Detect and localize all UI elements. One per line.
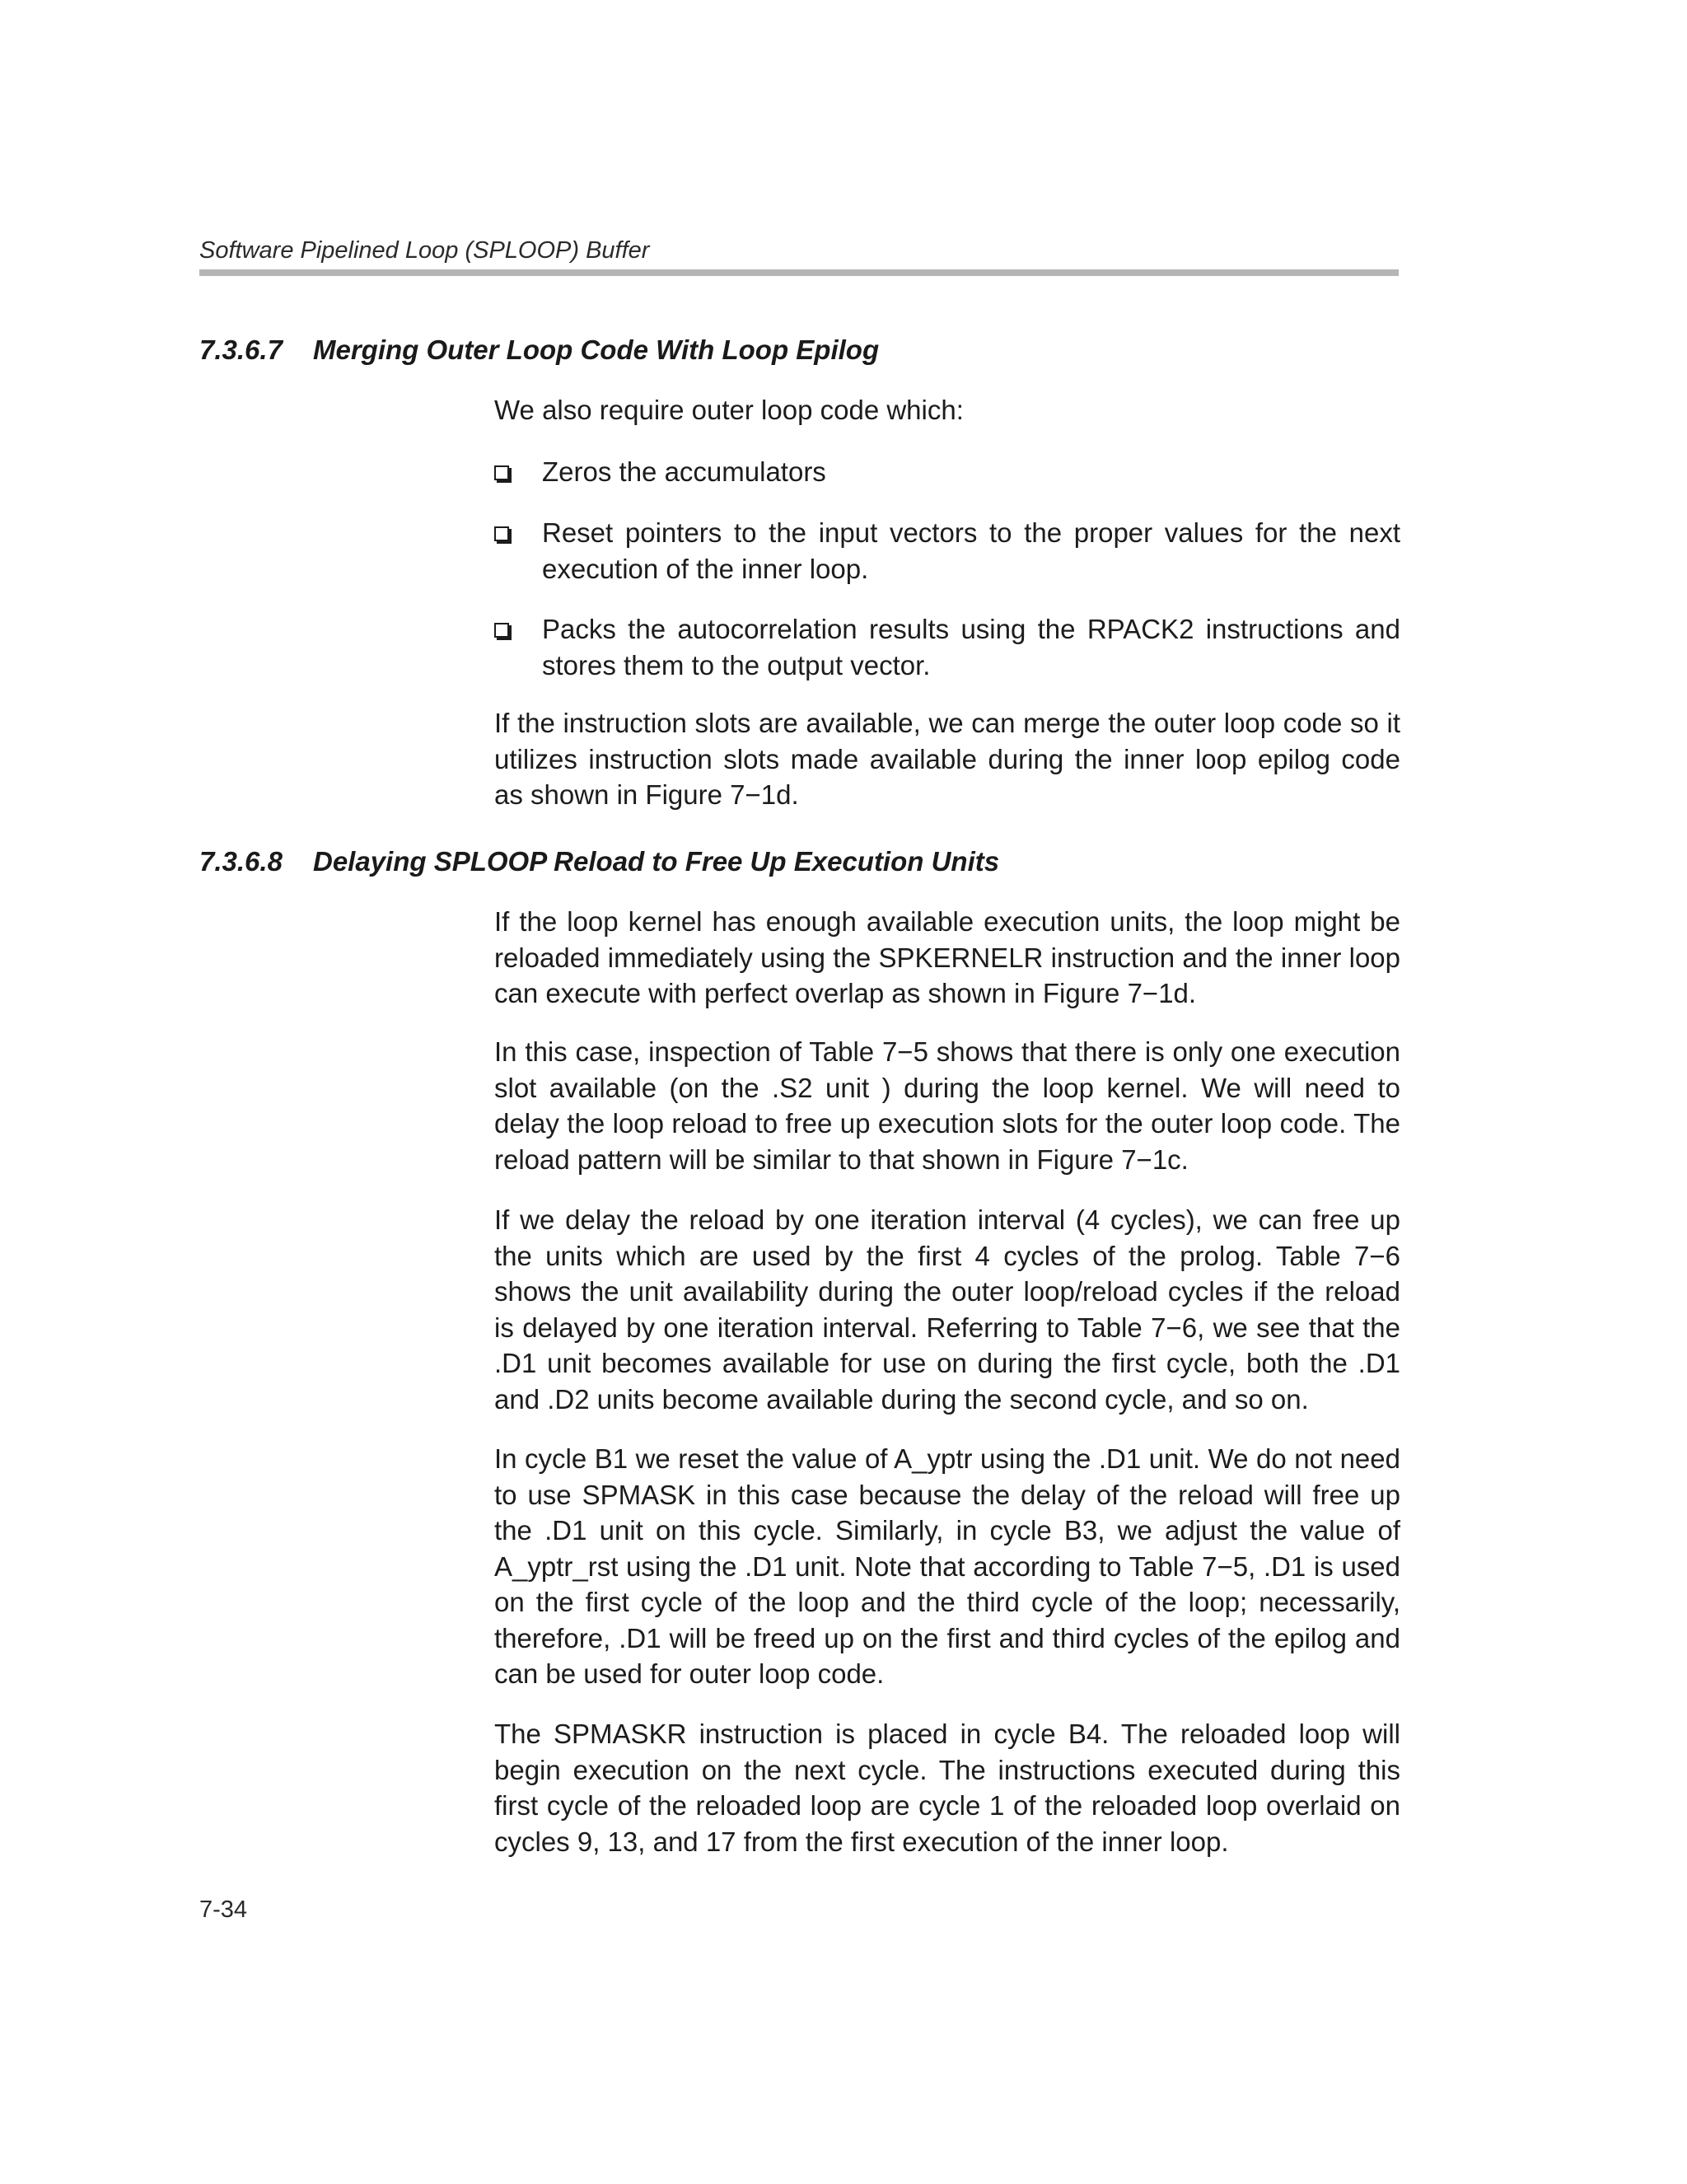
bullet-item: [494, 515, 1400, 587]
checkbox-bullet-icon: [494, 526, 509, 541]
section-number: 7.3.6.7: [199, 334, 283, 365]
section-heading-7-3-6-7: [199, 334, 879, 366]
body-paragraph: [494, 1034, 1400, 1177]
section-number: 7.3.6.8: [199, 846, 283, 877]
bullet-item: [494, 454, 1400, 490]
paragraph-text: The SPMASKR instruction is placed in cycle B4. The reloaded loop will begin execution on the next cycle. The instructions executed during this first cycle of the reloaded loop are cycle 1 of the reloaded loop overlaid on cycles 9, 13, and 17 from the first execution of the inner loop.: [494, 1719, 1400, 1857]
running-header: Software Pipelined Loop (SPLOOP) Buffer: [199, 237, 650, 264]
bullet-text: Zeros the accumulators: [542, 456, 826, 487]
paragraph-text: We also require outer loop code which:: [494, 395, 964, 425]
section-title: Merging Outer Loop Code With Loop Epilog: [313, 334, 880, 365]
section-heading-7-3-6-8: [199, 846, 999, 877]
paragraph-text: In cycle B1 we reset the value of A_yptr using the .D1 unit. We do not need to use SPMASK in this case because the delay of the reload will free up the .D1 unit on this cycle. Similarly, in cycle B3, we adjust the value of A_yptr_rst using the .D1 unit. Note that according to Table 7−5, .D1 is used on the first cycle of the loop and the third cycle of the loop; necessarily, therefore, .D1 will be freed up on the first and third cycles of the epilog and can be used for outer loop code.: [494, 1443, 1400, 1689]
body-paragraph: [494, 705, 1400, 813]
checkbox-bullet-icon: [494, 465, 509, 480]
bullet-item: [494, 611, 1400, 683]
section-intro-paragraph: [494, 392, 1400, 428]
paragraph-text: If the loop kernel has enough available execution units, the loop might be reloaded immediately using the SPKERNELR instruction and the inner loop can execute with perfect overlap as shown in Figure 7−1d.: [494, 906, 1400, 1008]
bullet-text: Packs the autocorrelation results using the RPACK2 instructions and stores them to the output vector.: [542, 614, 1400, 680]
page-number: 7-34: [199, 1896, 248, 1923]
paragraph-text: If we delay the reload by one iteration interval (4 cycles), we can free up the units which are used by the first 4 cycles of the prolog. Table 7−6 shows the unit availability during the outer loop/reload cycles if the reload is delayed by one iteration interval. Referring to Table 7−6, we see that the .D1 unit becomes available for use on during the first cycle, both the .D1 and .D2 units become available during the second cycle, and so on.: [494, 1204, 1400, 1415]
body-paragraph: [494, 904, 1400, 1012]
section-title: Delaying SPLOOP Reload to Free Up Execution Units: [313, 846, 1000, 877]
body-paragraph: [494, 1202, 1400, 1417]
body-paragraph: [494, 1716, 1400, 1859]
header-divider: [199, 269, 1399, 276]
body-paragraph: [494, 1441, 1400, 1692]
paragraph-text: In this case, inspection of Table 7−5 shows that there is only one execution slot available (on the .S2 unit ) during the loop kernel. We will need to delay the loop reload to free up execution slots for the outer loop code. The reload pattern will be similar to that shown in Figure 7−1c.: [494, 1036, 1400, 1175]
bullet-text: Reset pointers to the input vectors to the proper values for the next execution of the inner loop.: [542, 517, 1400, 584]
paragraph-text: If the instruction slots are available, we can merge the outer loop code so it utilizes instruction slots made available during the inner loop epilog code as shown in Figure 7−1d.: [494, 708, 1400, 810]
checkbox-bullet-icon: [494, 623, 509, 638]
